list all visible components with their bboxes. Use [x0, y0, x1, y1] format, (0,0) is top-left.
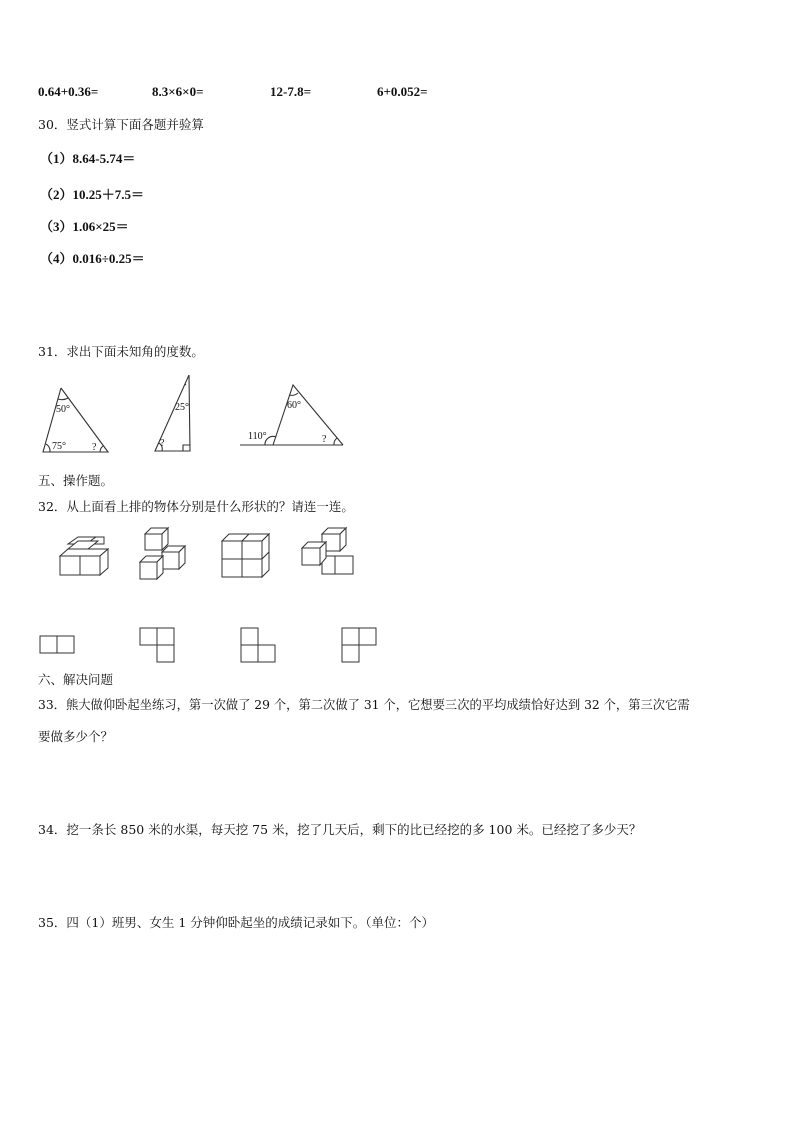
- calc-item-3: 12-7.8=: [270, 84, 311, 99]
- section-5-heading: 五、操作题。: [38, 473, 114, 488]
- tri2-angle-top-label: 25°: [175, 402, 189, 413]
- tri1-angle-left-label: 75°: [52, 441, 66, 452]
- top-view-2: [140, 628, 174, 662]
- top-view-1: [40, 636, 74, 653]
- tri3-angle-top-label: 60°: [287, 400, 301, 411]
- q30-item-3: （3）1.06×25＝: [40, 219, 129, 234]
- solid-object-4: [302, 528, 353, 574]
- solid-object-3: [222, 534, 269, 577]
- q33-line-2: 要做多少个？: [38, 729, 114, 744]
- q33-line-1: 33．熊大做仰卧起坐练习，第一次做了 29 个，第二次做了 31 个，它想要三次的平均成绩恰好达到 32 个，第三次它需: [38, 698, 690, 712]
- tri3-unknown-label: ?: [322, 434, 327, 445]
- q31-title: 31．求出下面未知角的度数。: [38, 344, 204, 359]
- q32-title: 32．从上面看上排的物体分别是什么形状的？请连一连。: [38, 499, 354, 514]
- top-view-3: [241, 628, 275, 662]
- tri2-unknown-label: ?: [160, 438, 165, 449]
- section-6-heading: 六、解决问题: [38, 672, 114, 687]
- tri1-unknown-label: ?: [92, 442, 97, 453]
- q30-item-2: （2）10.25＋7.5＝: [40, 187, 145, 202]
- q34-text: 34．挖一条长 850 米的水渠，每天挖 75 米，挖了几天后，剩下的比已经挖的多 100 米。已经挖了多少天？: [38, 822, 642, 837]
- tri1-angle-top-label: 50°: [56, 404, 70, 415]
- tri3-exterior-label: 110°: [248, 431, 267, 442]
- q30-item-1: （1）8.64-5.74＝: [40, 151, 136, 166]
- q35-text: 35．四（1）班男、女生 1 分钟仰卧起坐的成绩记录如下。（单位：个）: [38, 915, 435, 930]
- solid-object-1: [60, 537, 108, 575]
- solid-object-2: [140, 528, 185, 579]
- calc-item-1: 0.64+0.36=: [38, 84, 99, 99]
- calc-item-2: 8.3×6×0=: [152, 84, 204, 99]
- q30-title: 30．竖式计算下面各题并验算: [38, 117, 204, 132]
- calc-item-4: 6+0.052=: [377, 84, 428, 99]
- top-view-4: [342, 628, 376, 662]
- q30-item-4: （4）0.016÷0.25＝: [40, 251, 145, 266]
